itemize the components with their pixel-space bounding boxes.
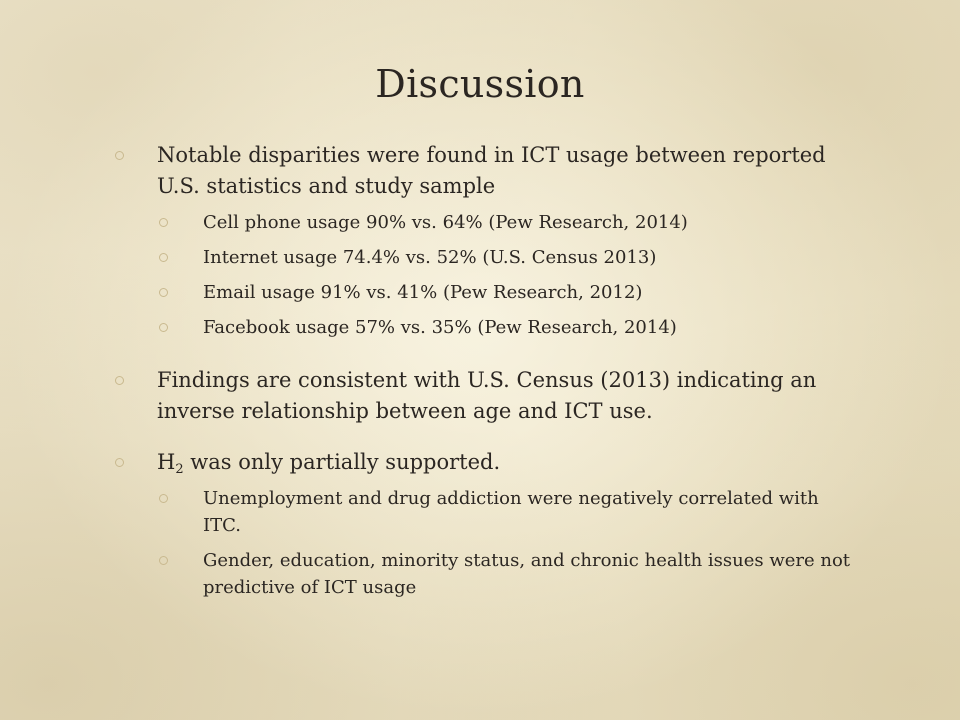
hypothesis-label: H [157, 450, 176, 474]
bullet-item [115, 365, 855, 427]
bullet-text: Cell phone usage 90% vs. 64% (Pew Research, 2014) [203, 212, 688, 233]
bullet-text: Findings are consistent with U.S. Census (2013) indicating an inverse relationship between age and ICT use. [157, 368, 817, 423]
bullet-text: Notable disparities were found in ICT usage between reported U.S. statistics and study sample [157, 143, 826, 198]
sub-bullet-item [115, 314, 855, 341]
circle-bullet-icon [115, 376, 124, 385]
sub-bullet-item [115, 244, 855, 271]
bullet-text [157, 450, 501, 477]
bullet-text: Email usage 91% vs. 41% (Pew Research, 2012) [203, 282, 643, 303]
bullet-text: Internet usage 74.4% vs. 52% (U.S. Census 2013) [203, 247, 657, 268]
circle-bullet-icon [159, 556, 168, 565]
hypothesis-text: was only partially supported. [183, 450, 501, 474]
sub-bullet-item [115, 209, 855, 236]
circle-bullet-icon [115, 458, 124, 467]
circle-bullet-icon [159, 253, 168, 262]
bullet-text: Unemployment and drug addiction were negatively correlated with ITC. [203, 488, 819, 536]
bullet-item [115, 447, 855, 478]
circle-bullet-icon [159, 494, 168, 503]
sub-bullet-item [115, 279, 855, 306]
circle-bullet-icon [159, 218, 168, 227]
circle-bullet-icon [115, 151, 124, 160]
bullet-item [115, 140, 855, 202]
sub-bullet-item [115, 547, 855, 601]
bullet-text: Facebook usage 57% vs. 35% (Pew Research, 2014) [203, 317, 677, 338]
circle-bullet-icon [159, 288, 168, 297]
hypothesis-subscript: 2 [175, 462, 184, 477]
sub-bullet-item [115, 485, 855, 539]
bullet-text: Gender, education, minority status, and chronic health issues were not predictive of ICT usage [203, 550, 851, 598]
slide-title: Discussion [375, 62, 585, 106]
bullet-list [115, 140, 855, 601]
circle-bullet-icon [159, 323, 168, 332]
